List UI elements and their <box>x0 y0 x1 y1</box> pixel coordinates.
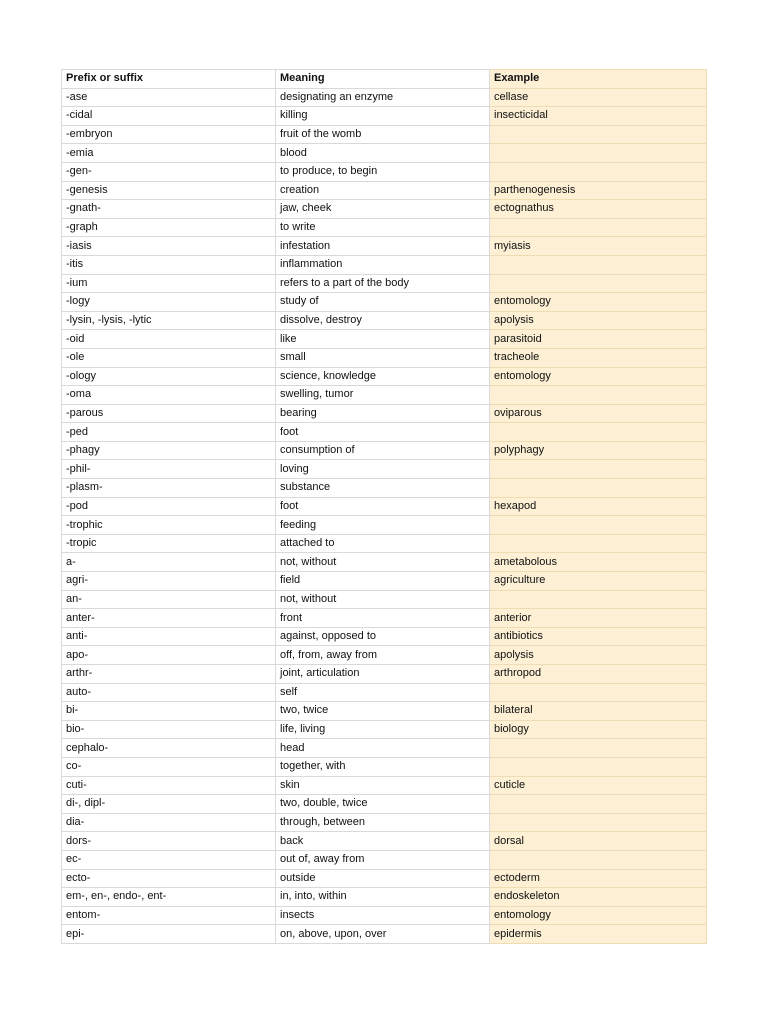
cell-meaning[interactable]: designating an enzyme <box>276 88 490 107</box>
table-row <box>62 665 707 684</box>
cell-example[interactable]: hexapod <box>490 497 707 516</box>
cell-meaning[interactable]: head <box>276 739 490 758</box>
prefix-suffix-table <box>61 69 707 944</box>
cell-meaning[interactable]: self <box>276 683 490 702</box>
table-row <box>62 720 707 739</box>
cell-prefix[interactable]: -trophic <box>62 516 276 535</box>
cell-example[interactable]: entomology <box>490 367 707 386</box>
cell-example[interactable]: insecticidal <box>490 107 707 126</box>
cell-prefix[interactable]: dia- <box>62 813 276 832</box>
cell-example[interactable]: bilateral <box>490 702 707 721</box>
cell-prefix[interactable]: -gnath- <box>62 200 276 219</box>
cell-prefix[interactable]: arthr- <box>62 665 276 684</box>
cell-example[interactable] <box>490 850 707 869</box>
cell-prefix[interactable]: -iasis <box>62 237 276 256</box>
cell-example[interactable]: cuticle <box>490 776 707 795</box>
cell-meaning[interactable]: out of, away from <box>276 850 490 869</box>
cell-prefix[interactable]: ec- <box>62 850 276 869</box>
cell-prefix[interactable]: cephalo- <box>62 739 276 758</box>
cell-example[interactable]: dorsal <box>490 832 707 851</box>
cell-prefix[interactable]: -plasm- <box>62 479 276 498</box>
cell-meaning[interactable]: feeding <box>276 516 490 535</box>
table-row <box>62 460 707 479</box>
cell-example[interactable] <box>490 218 707 237</box>
cell-prefix[interactable]: -emia <box>62 144 276 163</box>
table-row <box>62 479 707 498</box>
cell-example[interactable] <box>490 479 707 498</box>
cell-meaning[interactable]: through, between <box>276 813 490 832</box>
cell-meaning[interactable]: jaw, cheek <box>276 200 490 219</box>
cell-prefix[interactable]: apo- <box>62 646 276 665</box>
cell-example[interactable] <box>490 813 707 832</box>
header-example[interactable]: Example <box>490 70 707 89</box>
cell-meaning[interactable]: two, twice <box>276 702 490 721</box>
table-row <box>62 423 707 442</box>
table-row <box>62 274 707 293</box>
table-row <box>62 534 707 553</box>
cell-prefix[interactable]: ecto- <box>62 869 276 888</box>
cell-meaning[interactable]: like <box>276 330 490 349</box>
cell-meaning[interactable]: loving <box>276 460 490 479</box>
table-row <box>62 925 707 944</box>
cell-meaning[interactable]: life, living <box>276 720 490 739</box>
cell-example[interactable]: endoskeleton <box>490 888 707 907</box>
cell-example[interactable]: arthropod <box>490 665 707 684</box>
cell-example[interactable] <box>490 255 707 274</box>
cell-example[interactable]: epidermis <box>490 925 707 944</box>
table-row <box>62 497 707 516</box>
cell-example[interactable]: oviparous <box>490 404 707 423</box>
cell-prefix[interactable]: -gen- <box>62 162 276 181</box>
cell-example[interactable] <box>490 162 707 181</box>
cell-prefix[interactable]: anti- <box>62 627 276 646</box>
table-row <box>62 888 707 907</box>
table-row <box>62 88 707 107</box>
table-row <box>62 553 707 572</box>
cell-meaning[interactable]: field <box>276 572 490 591</box>
cell-meaning[interactable]: together, with <box>276 757 490 776</box>
cell-meaning[interactable]: not, without <box>276 553 490 572</box>
table-row <box>62 348 707 367</box>
table-row <box>62 813 707 832</box>
cell-meaning[interactable]: in, into, within <box>276 888 490 907</box>
cell-example[interactable]: apolysis <box>490 311 707 330</box>
cell-prefix[interactable]: cuti- <box>62 776 276 795</box>
cell-meaning[interactable]: study of <box>276 293 490 312</box>
cell-prefix[interactable]: bi- <box>62 702 276 721</box>
cell-meaning[interactable]: skin <box>276 776 490 795</box>
table-row <box>62 795 707 814</box>
table-row <box>62 702 707 721</box>
cell-example[interactable] <box>490 739 707 758</box>
cell-example[interactable] <box>490 274 707 293</box>
cell-prefix[interactable]: -lysin, -lysis, -lytic <box>62 311 276 330</box>
cell-example[interactable]: parasitoid <box>490 330 707 349</box>
cell-prefix[interactable]: -itis <box>62 255 276 274</box>
cell-example[interactable]: entomology <box>490 293 707 312</box>
cell-meaning[interactable]: on, above, upon, over <box>276 925 490 944</box>
table-row <box>62 162 707 181</box>
cell-example[interactable]: cellase <box>490 88 707 107</box>
cell-meaning[interactable]: dissolve, destroy <box>276 311 490 330</box>
cell-meaning[interactable]: off, from, away from <box>276 646 490 665</box>
table-row <box>62 237 707 256</box>
cell-example[interactable]: polyphagy <box>490 441 707 460</box>
cell-meaning[interactable]: substance <box>276 479 490 498</box>
cell-example[interactable]: ectognathus <box>490 200 707 219</box>
cell-example[interactable] <box>490 534 707 553</box>
table-row <box>62 367 707 386</box>
header-row <box>62 70 707 89</box>
cell-meaning[interactable]: not, without <box>276 590 490 609</box>
cell-prefix[interactable]: bio- <box>62 720 276 739</box>
cell-example[interactable]: tracheole <box>490 348 707 367</box>
table-row <box>62 181 707 200</box>
cell-example[interactable] <box>490 125 707 144</box>
cell-meaning[interactable]: blood <box>276 144 490 163</box>
cell-meaning[interactable]: creation <box>276 181 490 200</box>
cell-meaning[interactable]: against, opposed to <box>276 627 490 646</box>
cell-prefix[interactable]: em-, en-, endo-, ent- <box>62 888 276 907</box>
cell-meaning[interactable]: attached to <box>276 534 490 553</box>
table-row <box>62 218 707 237</box>
cell-prefix[interactable]: -ology <box>62 367 276 386</box>
cell-meaning[interactable]: bearing <box>276 404 490 423</box>
cell-example[interactable]: myiasis <box>490 237 707 256</box>
cell-meaning[interactable]: joint, articulation <box>276 665 490 684</box>
cell-prefix[interactable]: -phil- <box>62 460 276 479</box>
cell-meaning[interactable]: back <box>276 832 490 851</box>
table-row <box>62 609 707 628</box>
table-row <box>62 646 707 665</box>
cell-example[interactable] <box>490 590 707 609</box>
cell-example[interactable]: anterior <box>490 609 707 628</box>
cell-meaning[interactable]: to produce, to begin <box>276 162 490 181</box>
cell-prefix[interactable]: -ium <box>62 274 276 293</box>
header-meaning[interactable]: Meaning <box>276 70 490 89</box>
table-row <box>62 739 707 758</box>
cell-example[interactable]: ectoderm <box>490 869 707 888</box>
table-row <box>62 757 707 776</box>
cell-meaning[interactable]: to write <box>276 218 490 237</box>
cell-example[interactable]: antibiotics <box>490 627 707 646</box>
cell-meaning[interactable]: killing <box>276 107 490 126</box>
table-row <box>62 683 707 702</box>
table-row <box>62 386 707 405</box>
table-row <box>62 293 707 312</box>
cell-example[interactable]: agriculture <box>490 572 707 591</box>
cell-meaning[interactable]: outside <box>276 869 490 888</box>
cell-prefix[interactable]: co- <box>62 757 276 776</box>
cell-example[interactable] <box>490 460 707 479</box>
cell-prefix[interactable]: -embryon <box>62 125 276 144</box>
cell-prefix[interactable]: an- <box>62 590 276 609</box>
header-prefix[interactable]: Prefix or suffix <box>62 70 276 89</box>
table-row <box>62 441 707 460</box>
cell-meaning[interactable]: consumption of <box>276 441 490 460</box>
table-row <box>62 572 707 591</box>
table-row <box>62 906 707 925</box>
cell-prefix[interactable]: -ole <box>62 348 276 367</box>
table-row <box>62 869 707 888</box>
table-row <box>62 311 707 330</box>
cell-prefix[interactable]: -oid <box>62 330 276 349</box>
cell-meaning[interactable]: refers to a part of the body <box>276 274 490 293</box>
cell-prefix[interactable]: -oma <box>62 386 276 405</box>
table-row <box>62 200 707 219</box>
cell-example[interactable]: biology <box>490 720 707 739</box>
cell-example[interactable] <box>490 144 707 163</box>
cell-prefix[interactable]: -parous <box>62 404 276 423</box>
cell-prefix[interactable]: epi- <box>62 925 276 944</box>
cell-prefix[interactable]: -phagy <box>62 441 276 460</box>
cell-meaning[interactable]: fruit of the womb <box>276 125 490 144</box>
cell-meaning[interactable]: swelling, tumor <box>276 386 490 405</box>
cell-example[interactable] <box>490 795 707 814</box>
cell-prefix[interactable]: -pod <box>62 497 276 516</box>
table-row <box>62 107 707 126</box>
cell-example[interactable] <box>490 386 707 405</box>
table-row <box>62 832 707 851</box>
cell-prefix[interactable]: auto- <box>62 683 276 702</box>
cell-meaning[interactable]: inflammation <box>276 255 490 274</box>
cell-example[interactable]: ametabolous <box>490 553 707 572</box>
cell-prefix[interactable]: -graph <box>62 218 276 237</box>
table-row <box>62 516 707 535</box>
cell-meaning[interactable]: foot <box>276 497 490 516</box>
cell-prefix[interactable]: dors- <box>62 832 276 851</box>
table-row <box>62 404 707 423</box>
cell-prefix[interactable]: di-, dipl- <box>62 795 276 814</box>
cell-prefix[interactable]: -genesis <box>62 181 276 200</box>
cell-prefix[interactable]: entom- <box>62 906 276 925</box>
cell-prefix[interactable]: a- <box>62 553 276 572</box>
cell-example[interactable] <box>490 423 707 442</box>
cell-example[interactable] <box>490 516 707 535</box>
table-row <box>62 850 707 869</box>
cell-prefix[interactable]: -logy <box>62 293 276 312</box>
cell-meaning[interactable]: small <box>276 348 490 367</box>
table-row <box>62 125 707 144</box>
cell-meaning[interactable]: foot <box>276 423 490 442</box>
cell-meaning[interactable]: insects <box>276 906 490 925</box>
cell-meaning[interactable]: front <box>276 609 490 628</box>
cell-prefix[interactable]: anter- <box>62 609 276 628</box>
cell-example[interactable] <box>490 757 707 776</box>
table-row <box>62 627 707 646</box>
cell-example[interactable]: parthenogenesis <box>490 181 707 200</box>
cell-prefix[interactable]: -ped <box>62 423 276 442</box>
cell-prefix[interactable]: -ase <box>62 88 276 107</box>
table-row <box>62 330 707 349</box>
cell-meaning[interactable]: science, knowledge <box>276 367 490 386</box>
table-body <box>62 88 707 943</box>
table-row <box>62 590 707 609</box>
cell-example[interactable] <box>490 683 707 702</box>
table-row <box>62 776 707 795</box>
cell-example[interactable]: apolysis <box>490 646 707 665</box>
cell-prefix[interactable]: agri- <box>62 572 276 591</box>
cell-meaning[interactable]: two, double, twice <box>276 795 490 814</box>
table-row <box>62 144 707 163</box>
table-row <box>62 255 707 274</box>
cell-example[interactable]: entomology <box>490 906 707 925</box>
cell-meaning[interactable]: infestation <box>276 237 490 256</box>
cell-prefix[interactable]: -tropic <box>62 534 276 553</box>
cell-prefix[interactable]: -cidal <box>62 107 276 126</box>
